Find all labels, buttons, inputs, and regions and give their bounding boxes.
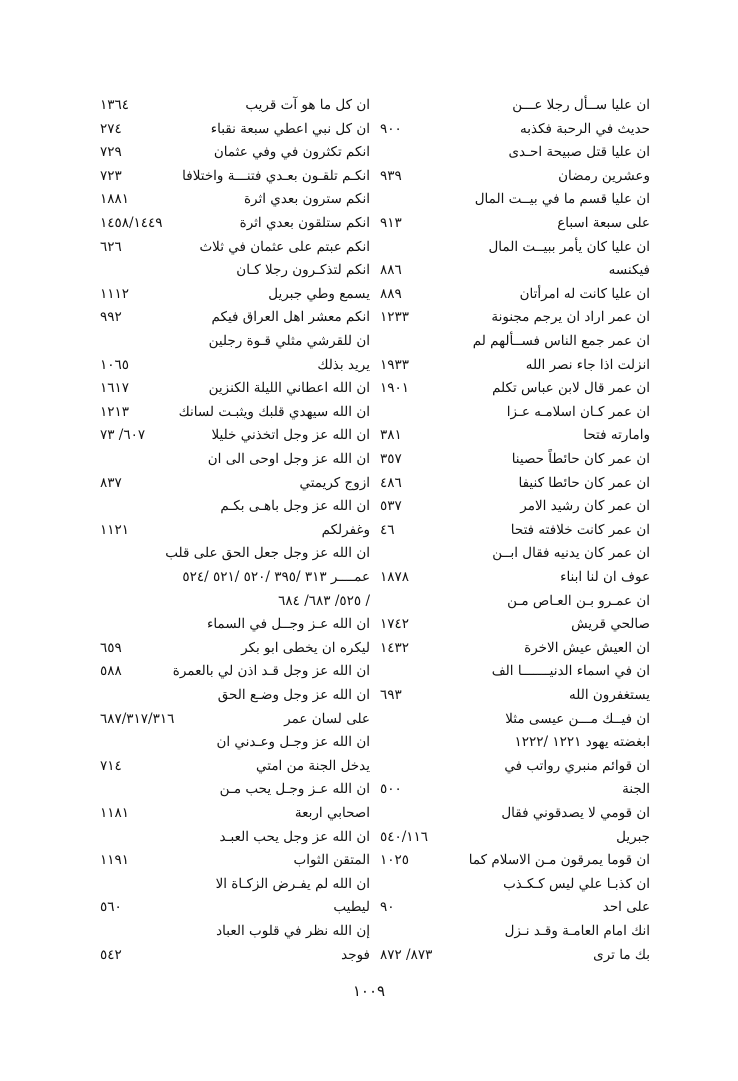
index-entry [380,590,650,613]
entry-page-ref: ١٦١٧ [100,380,130,397]
entry-text: ان عمر كانت خلافته فتحا [510,521,650,538]
index-entry [380,472,650,495]
index-entry [380,118,650,141]
entry-page-ref: ١٤٥٨/١٤٤٩ [100,215,163,231]
entry-page-ref: ٧٢٣ [100,167,122,184]
entry-text: ان الله عـز وجـل يحب مـن [219,781,370,798]
entry-text: ان الله عـز وجــل في السماء [206,616,370,633]
entry-text: وامارته فتحا [583,427,650,444]
entry-text: وعشرين رمضان [558,167,650,184]
entry-page-ref: ١٣٦٤ [100,97,130,113]
index-entry [380,94,650,117]
index-entry [380,849,650,872]
entry-text: انزلت اذا جاء نصر الله [525,356,650,373]
entry-text: عمــــر ٣١٣ /٣٩٥ /٥٢٠ /٥٢١ /٥٢٤ [182,569,370,585]
entry-text: ان فيــك مـــن عيسى مثلا [505,710,650,727]
entry-page-ref: ٧٢٩ [100,144,122,161]
index-entry [100,849,370,872]
entry-text: ان قوما يمرقون مـن الاسلام كما [468,852,650,869]
entry-page-ref: ١٩٠١ [380,380,410,397]
entry-page-ref: ٥٤٠/١١٦ [380,828,429,845]
entry-text: ان الله عز وجـل وعـدني ان [216,734,370,751]
index-entry [100,448,370,471]
index-entry [100,259,370,282]
entry-text: ان الله عز وجل جعل الحق على قلب [165,545,370,562]
entry-text: جبريل [616,828,650,845]
index-entry [100,472,370,495]
index-entry [100,826,370,849]
index-column-left [100,94,370,974]
entry-page-ref: ١٧٤٢ [380,616,410,633]
entry-text: انكم عبتم على عثمان في ثلاث [199,238,370,255]
entry-page-ref: ٦٢٦ [100,238,122,255]
entry-text: ان عمر اراد ان يرجم مجنونة [491,309,650,326]
index-entry [380,424,650,447]
entry-text: عوف ان لنا ابناء [560,569,650,585]
entry-text: ان عمر قال لابن عباس تكلم [492,380,650,397]
entry-page-ref: ٨٨٩ [380,285,402,302]
index-entry [100,755,370,778]
index-entry [380,778,650,801]
entry-text: ان الله عز وجل وضـع الحق [217,687,370,703]
index-entry [380,944,650,967]
entry-page-ref: ١٠٢٥ [380,852,410,869]
entry-text: / ٥٢٥/ ٦٨٣/ ٦٨٤ [278,592,370,609]
index-entry [100,590,370,613]
entry-page-ref: ١٩٣٣ [380,356,410,373]
index-entry [380,377,650,400]
entry-text: ان الله عز وجل يحب العبـد [219,828,370,845]
entry-text: انكم تكثرون في وفي عثمان [213,144,370,161]
index-entry [380,920,650,943]
index-entry [100,778,370,801]
index-entry [100,377,370,400]
entry-page-ref: ٦٥٩ [100,639,122,656]
entry-text: حديث في الرحبة فكذبه [520,120,650,137]
index-entry [380,259,650,282]
index-entry [100,731,370,754]
entry-text: ان كل نبي اعطي سبعة نقباء [210,120,370,137]
index-entry [380,896,650,919]
entry-page-ref: ٦٨٧/٣١٧/٣١٦ [100,710,175,727]
entry-text: وغفرلكم [321,521,370,538]
entry-text: يستغفرون الله [569,687,650,703]
index-entry [100,118,370,141]
entry-text: على احد [602,899,650,916]
index-entry [380,755,650,778]
entry-text: ان عمر جمع الناس فســألهم لم [472,333,650,349]
index-entry [100,896,370,919]
entry-text: على لسان عمر [284,710,370,727]
index-entry [380,165,650,188]
entry-text: ان عليا قسم ما في بيــت المال [474,191,650,208]
entry-page-ref: ٨٨٦ [380,262,402,279]
index-entry [380,236,650,259]
entry-text: فيكنسه [608,262,650,279]
entry-page-ref: ١٠٦٥ [100,356,130,373]
entry-page-ref: ٦٩٣ [380,687,402,703]
entry-text: انكم معشر اهل العراق فيكم [211,309,370,326]
entry-page-ref: ٤٦ [380,521,395,538]
index-entry [100,944,370,967]
entry-page-ref: ٥٣٧ [380,498,402,515]
index-entry [100,920,370,943]
entry-text: ان عمـرو بـن العـاص مـن [507,592,650,609]
index-entry [380,660,650,683]
entry-text: الجنة [622,781,650,798]
entry-text: ابغضته يهود ١٢٢١ /١٢٢٢ [514,734,650,751]
index-entry [380,495,650,518]
index-entry [100,542,370,565]
entry-page-ref: ٣٨١ [380,427,402,444]
entry-text: ان الله اعطاني الليلة الكنزين [208,380,370,397]
entry-page-ref: ٩٠ [380,899,395,916]
index-entry [380,731,650,754]
entry-text: ان كل ما هو آت قريب [245,97,370,113]
entry-page-ref: ٦٠٧/ ٧٣ [100,427,146,444]
entry-page-ref: ٩٠٠ [380,120,402,137]
index-entry [380,826,650,849]
entry-page-ref: ٨٣٧ [100,474,122,491]
entry-text: ان الله لم يفـرض الزكـاة الا [215,875,370,892]
entry-text: ان عمر كـان اسلامـه عـزا [506,403,650,420]
index-entry [100,637,370,660]
index-entry [100,519,370,542]
index-entry [100,330,370,353]
entry-text: إن الله نظر في قلوب العباد [216,923,370,939]
index-entry [100,94,370,117]
index-entry [380,708,650,731]
entry-text: ان الله عز وجل باهـى بكـم [220,498,370,515]
index-entry [100,165,370,188]
entry-page-ref: ٥٤٢ [100,946,122,963]
index-entry [380,637,650,660]
entry-page-ref: ٣٥٧ [380,451,402,467]
page-number: ١٠٠٩ [352,982,386,1000]
index-entry [100,306,370,329]
entry-text: انك امام العامـة وقـد نـزل [504,923,650,939]
entry-text: ان عليا كان يأمر ببيــت المال [488,238,650,255]
entry-text: صالحي قريش [571,616,650,633]
entry-text: انكـم تلقـون بعـدي فتنـــة واختلافا [182,167,370,184]
index-entry [100,495,370,518]
index-entry [100,613,370,636]
entry-page-ref: ١١١٢ [100,285,130,302]
index-entry [380,802,650,825]
index-entry [100,660,370,683]
entry-text: يريد بذلك [317,356,370,373]
entry-page-ref: ١٢٣٣ [380,309,410,326]
entry-page-ref: ٤٨٦ [380,474,402,491]
index-entry [100,424,370,447]
entry-text: ان عليا كانت له امرأتان [519,285,650,302]
entry-page-ref: ٢٧٤ [100,120,122,137]
entry-text: المتقن الثواب [293,852,370,869]
entry-page-ref: ١٨٨١ [100,191,130,208]
index-entry [100,188,370,211]
entry-page-ref: ١١٨١ [100,805,130,821]
index-entry [100,708,370,731]
entry-text: على سبعة اسباع [557,215,650,231]
entry-text: انكم لتذكـرون رجلا كـان [236,262,370,279]
entry-text: ازوج كريمتي [299,474,370,491]
entry-page-ref: ٩١٣ [380,215,402,231]
index-entry [100,354,370,377]
index-entry [380,306,650,329]
entry-page-ref: ١١٩١ [100,852,130,869]
entry-page-ref: ٩٣٩ [380,167,402,184]
entry-text: يدخل الجنة من امتي [256,757,370,774]
index-entry [100,566,370,589]
index-entry [380,519,650,542]
entry-text: ان في اسماء الدنيـــــــا الف [491,663,650,680]
index-entry [380,613,650,636]
entry-text: ان الله عز وجل اتخذني خليلا [211,427,370,444]
entry-text: ليكره ان يخطى ابو بكر [241,639,370,656]
index-entry [380,188,650,211]
entry-text: فوجد [341,946,370,963]
entry-page-ref: ٥٦٠ [100,899,122,916]
entry-text: ان عمر كان حائطا كنيفا [518,474,650,491]
entry-text: ان عمر كان رشيد الامر [520,498,650,515]
index-entry [380,401,650,424]
index-entry [100,236,370,259]
entry-text: بك ما ترى [593,946,650,963]
index-entry [380,330,650,353]
entry-text: يسمع وطي جبريل [268,285,370,302]
entry-text: ان كذبـا علي ليس كـكـذب [503,875,650,892]
entry-text: ان العيش عيش الاخرة [524,639,650,656]
index-entry [100,873,370,896]
index-column-right [380,94,650,974]
entry-text: ان عمر كان يدنيه فقال ابــن [492,545,650,562]
entry-text: ان الله عز وجل قـد اذن لي بالعمرة [172,663,370,680]
entry-page-ref: ٨٧٣/ ٨٧٢ [380,946,433,963]
entry-page-ref: ١١٢١ [100,521,130,538]
index-entry [100,141,370,164]
entry-text: ان عليا قتل صبيحة احـدى [508,144,650,161]
index-entry [100,802,370,825]
entry-text: ان الله عز وجل اوحى الى ان [207,451,370,467]
entry-text: ان للقرشي مثلي قـوة رجلين [208,333,370,349]
index-entry [380,212,650,235]
entry-text: ان عمر كان حائطاً حصينا [511,451,650,467]
index-entry [380,684,650,707]
index-entry [100,212,370,235]
index-entry [380,566,650,589]
index-entry [380,542,650,565]
index-entry [100,684,370,707]
entry-text: ليطيب [333,899,370,916]
entry-text: ان قومي لا يصدقوني فقال [501,805,650,821]
index-entry [380,141,650,164]
entry-page-ref: ٥٠٠ [380,781,402,798]
index-entry [380,448,650,471]
index-entry [100,401,370,424]
index-entry [380,283,650,306]
entry-page-ref: ٩٩٢ [100,309,122,326]
entry-text: ان قوائم منبري رواتب في [504,757,650,774]
entry-page-ref: ٧١٤ [100,757,122,774]
entry-page-ref: ٥٨٨ [100,663,122,680]
entry-text: ان عليا ســأل رجلا عـــن [512,97,650,113]
entry-text: انكم ستلقون بعدي اثرة [239,215,370,231]
entry-page-ref: ١٨٧٨ [380,569,410,585]
entry-page-ref: ١٤٣٢ [380,639,410,656]
entry-text: ان الله سيهدي قلبك ويثبـت لسانك [178,403,370,420]
index-entry [380,873,650,896]
entry-text: انكم سترون بعدي اثرة [243,191,370,208]
entry-text: اصحابي اربعة [294,805,370,821]
index-entry [100,283,370,306]
entry-page-ref: ١٢١٣ [100,403,130,420]
index-entry [380,354,650,377]
